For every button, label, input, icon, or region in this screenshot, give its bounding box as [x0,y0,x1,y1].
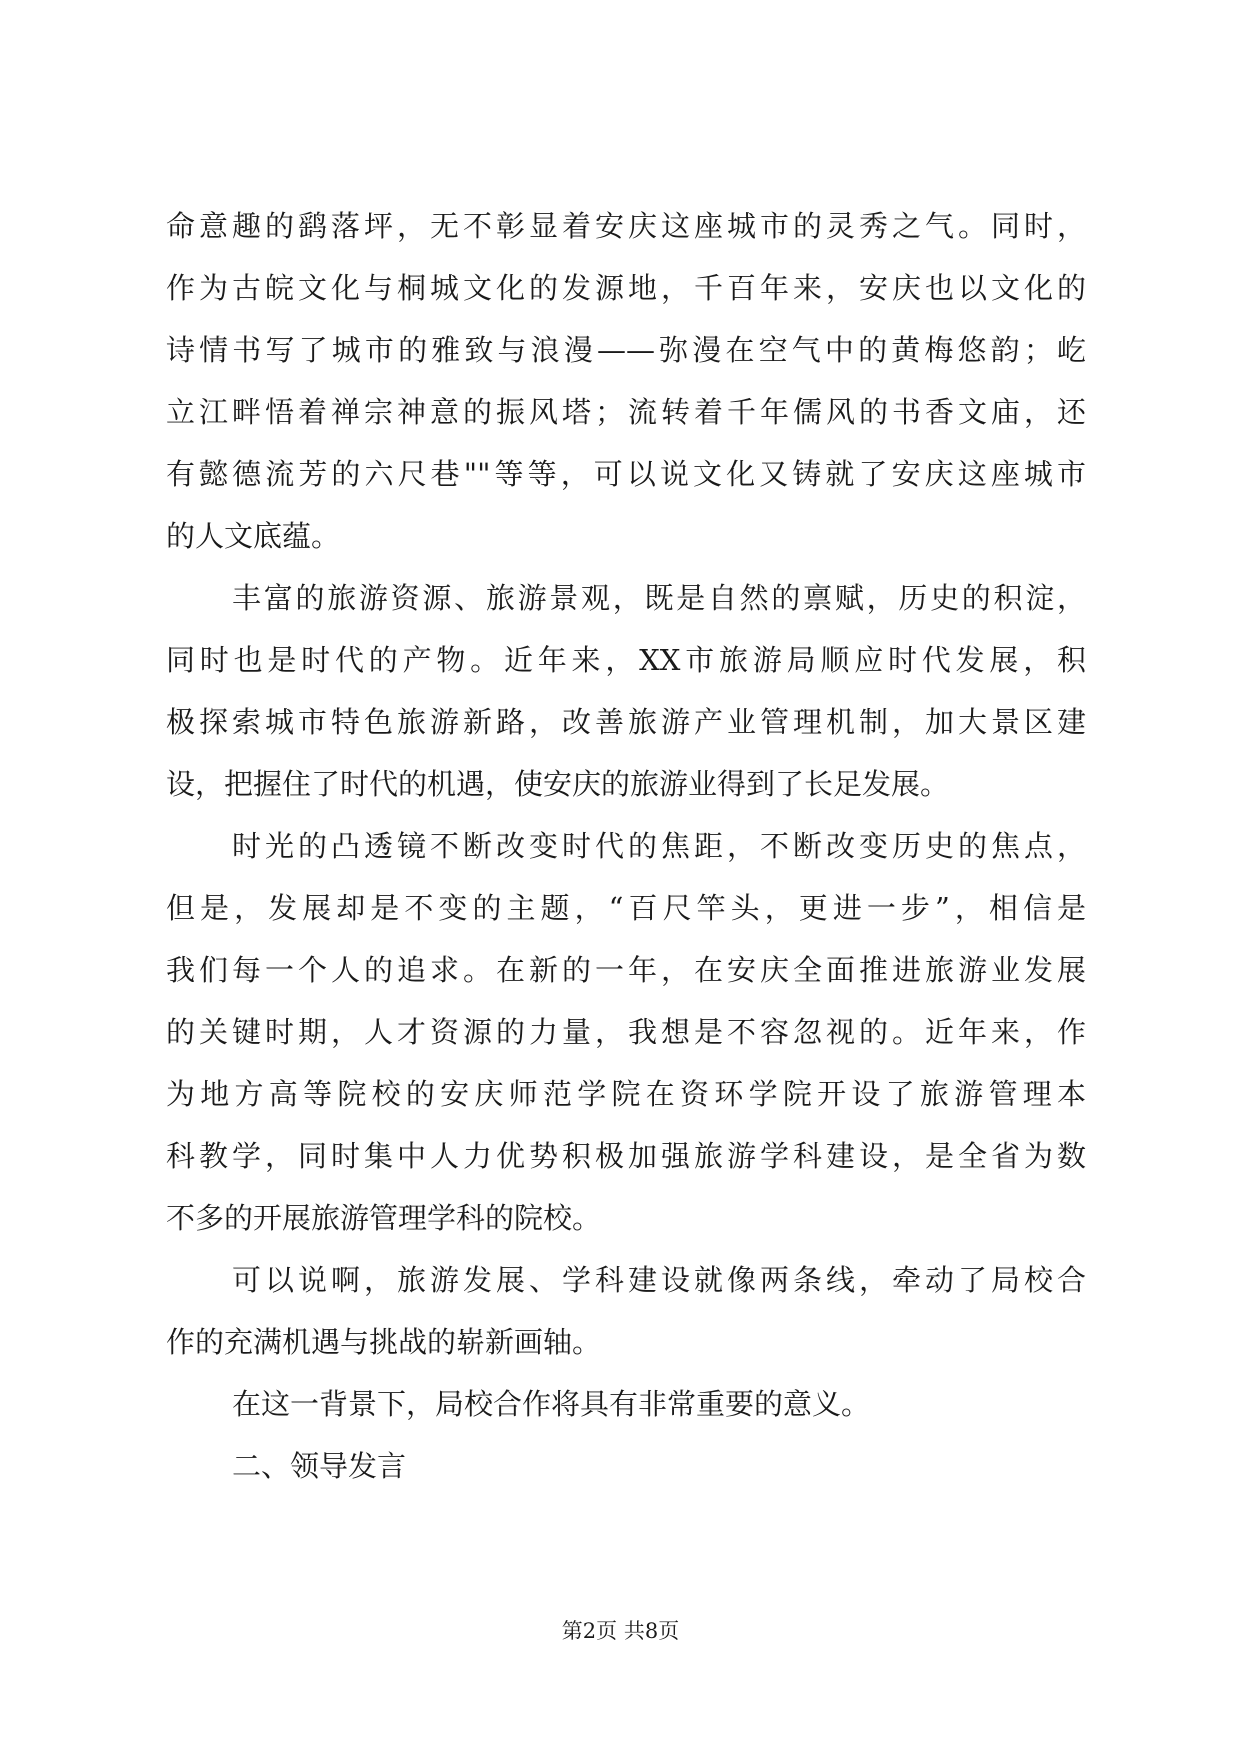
text-line: 的人文底蕴。 [166,519,341,553]
text-line: 命意趣的鹞落坪，无不彰显着安庆这座城市的灵秀之气。同时， [166,209,1086,243]
text-line: 丰富的旅游资源、旅游景观，既是自然的禀赋，历史的积淀， [232,581,1086,615]
text-line: 同时也是时代的产物。近年来，XX市旅游局顺应时代发展，积 [166,643,1086,677]
text-line: 在这一背景下，局校合作将具有非常重要的意义。 [232,1387,871,1421]
text-line: 作为古皖文化与桐城文化的发源地，千百年来，安庆也以文化的 [166,271,1086,305]
text-line: 可以说啊，旅游发展、学科建设就像两条线，牵动了局校合 [232,1263,1086,1297]
text-line: 不多的开展旅游管理学科的院校。 [166,1201,602,1235]
text-line: 时光的凸透镜不断改变时代的焦距，不断改变历史的焦点， [232,829,1086,863]
text-line: 为地方高等院校的安庆师范学院在资环学院开设了旅游管理本 [166,1077,1086,1111]
text-line: 立江畔悟着禅宗神意的振风塔；流转着千年儒风的书香文庙，还 [166,395,1086,429]
text-line: 但是，发展却是不变的主题，“百尺竿头，更进一步”，相信是 [166,891,1086,925]
text-line: 的关键时期，人才资源的力量，我想是不容忽视的。近年来，作 [166,1015,1086,1049]
text-line: 我们每一个人的追求。在新的一年，在安庆全面推进旅游业发展 [166,953,1086,987]
text-line: 极探索城市特色旅游新路，改善旅游产业管理机制，加大景区建 [166,705,1086,739]
section-heading: 二、领导发言 [232,1449,407,1483]
text-line: 科教学，同时集中人力优势积极加强旅游学科建设，是全省为数 [166,1139,1086,1173]
body-text [166,195,1086,1497]
text-line: 有懿德流芳的六尺巷""等等，可以说文化又铸就了安庆这座城市 [166,457,1086,491]
page-number: 第2页 共8页 [561,1619,680,1643]
text-line: 设，把握住了时代的机遇，使安庆的旅游业得到了长足发展。 [166,767,950,801]
text-line: 诗情书写了城市的雅致与浪漫——弥漫在空气中的黄梅悠韵；屹 [166,333,1086,367]
text-line: 作的充满机遇与挑战的崭新画轴。 [166,1325,602,1359]
